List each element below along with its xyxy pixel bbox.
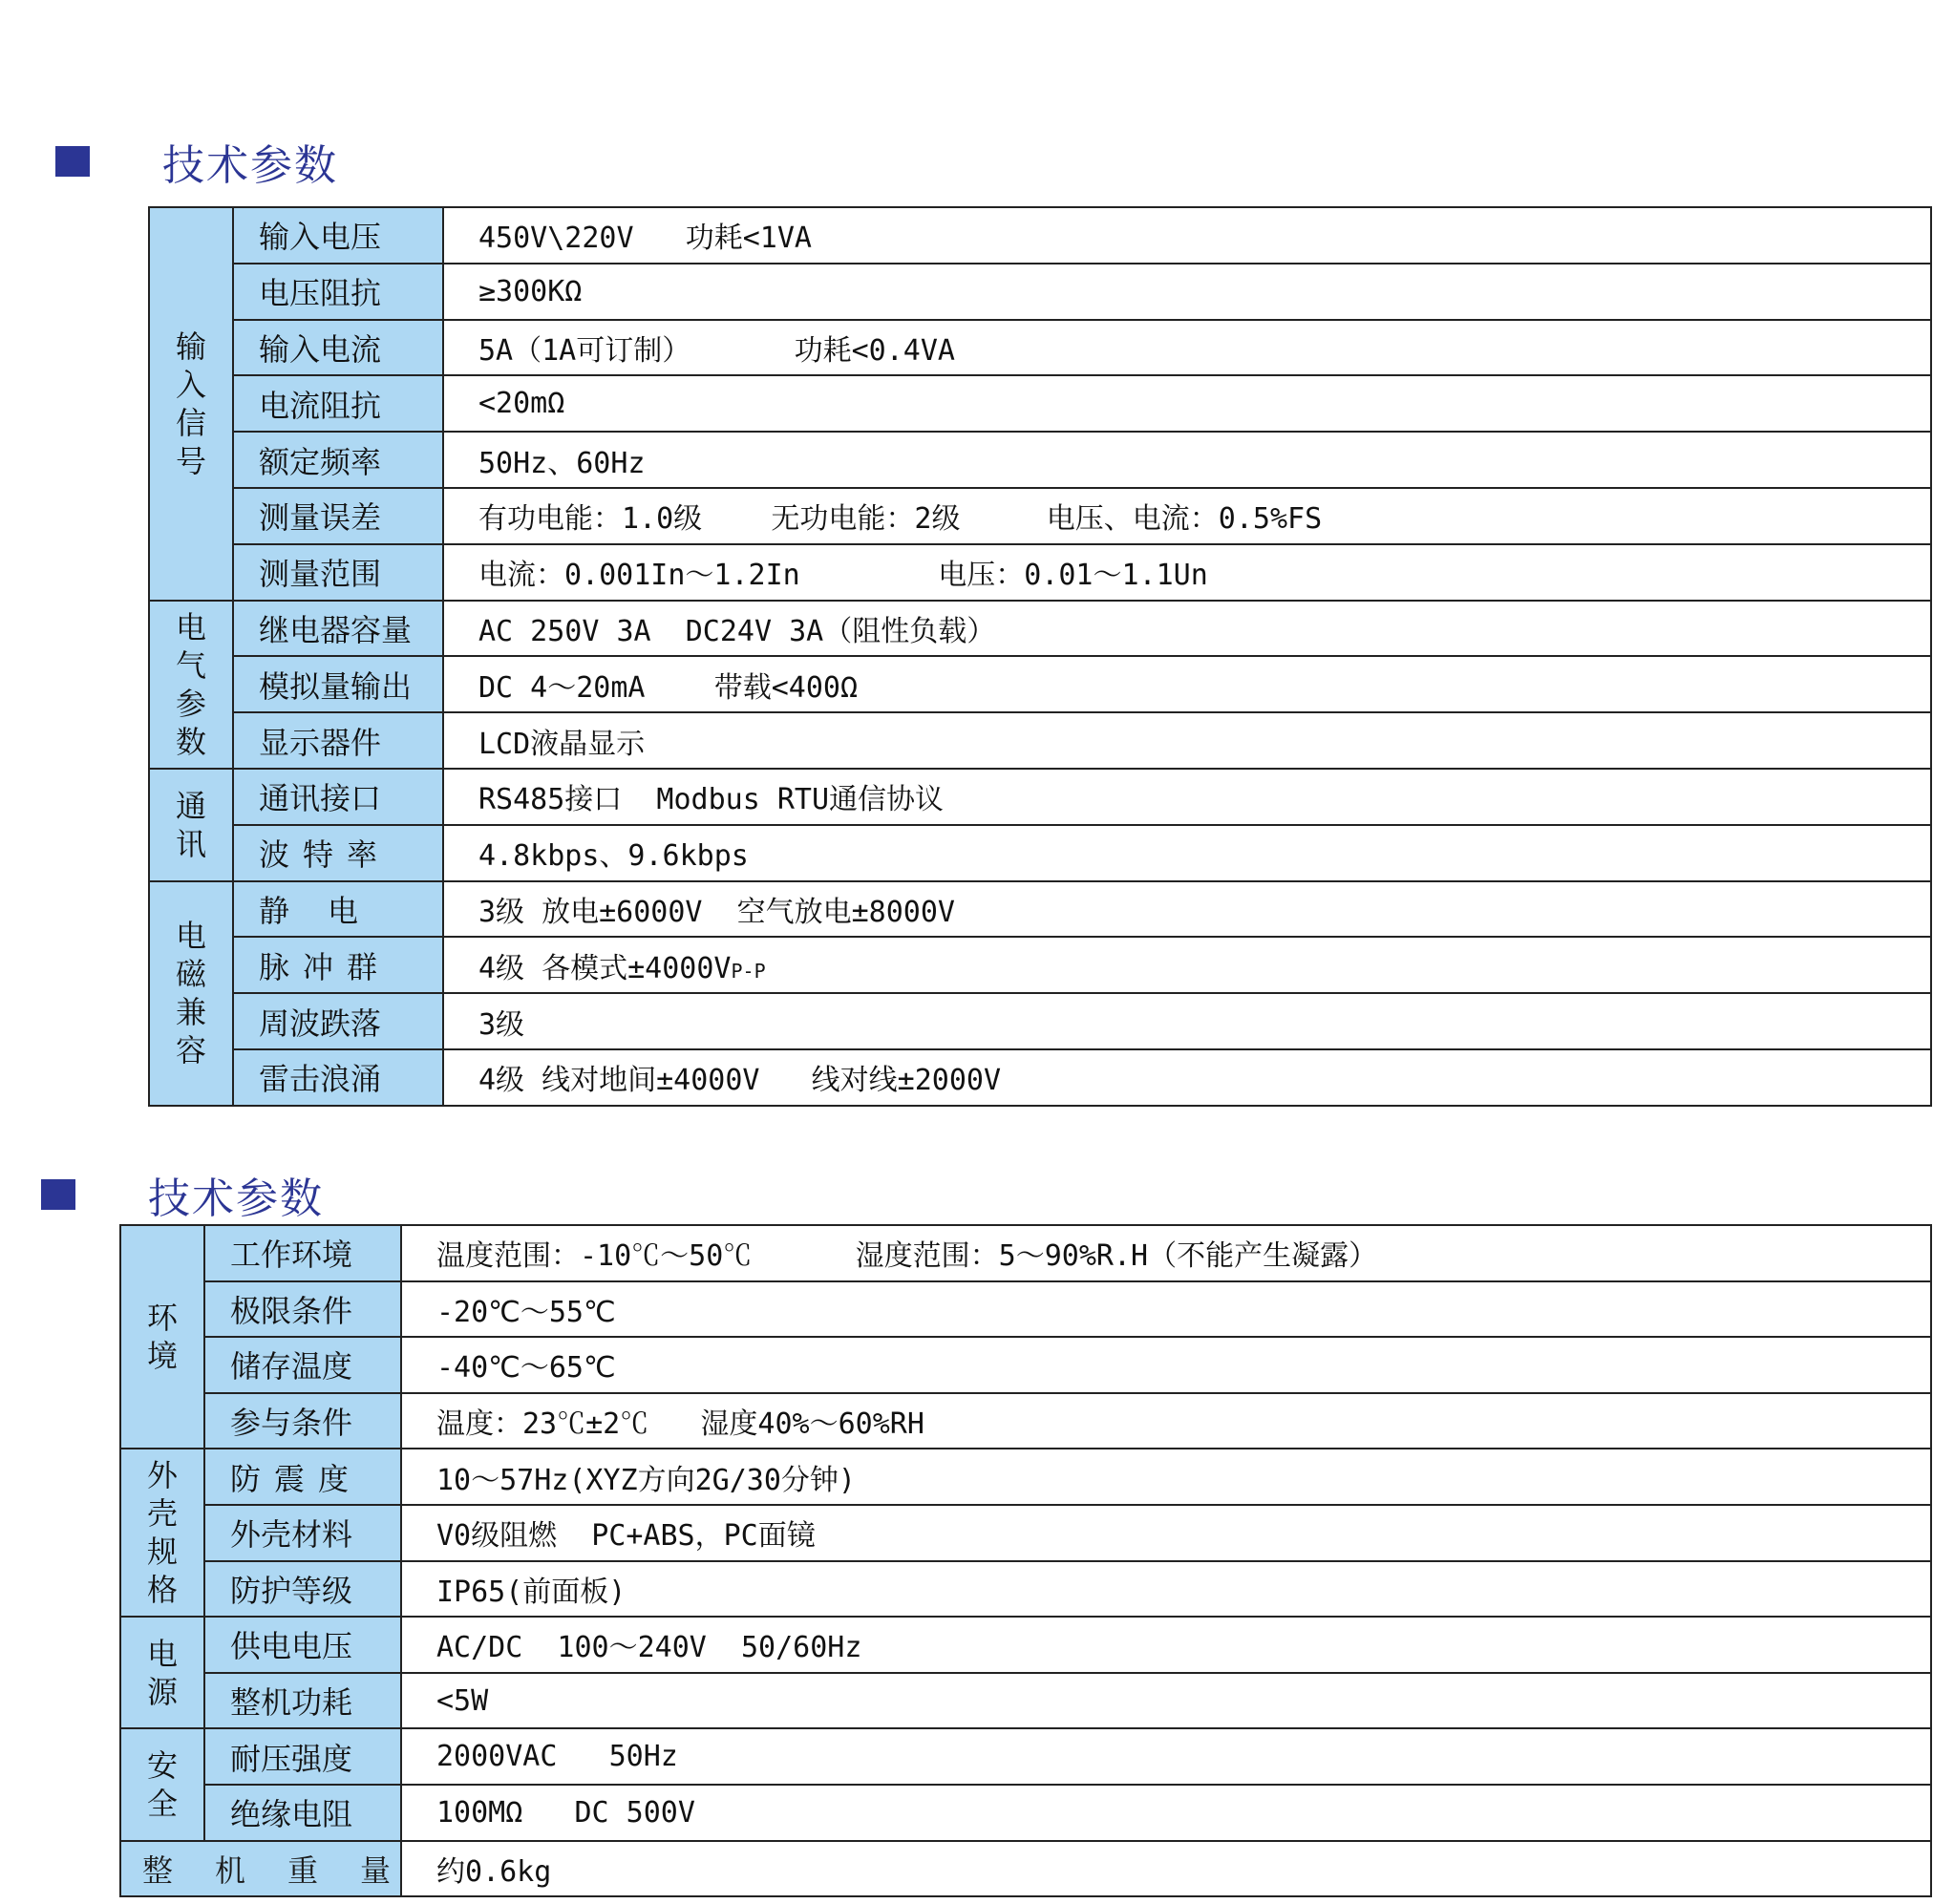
table-row xyxy=(120,1505,1931,1561)
row-label: 额定频率 xyxy=(233,432,443,488)
row-value: LCD液晶显示 xyxy=(443,712,1931,769)
row-value: 4.8kbps、9.6kbps xyxy=(443,825,1931,881)
group-cell-communication: 通讯 xyxy=(149,769,233,881)
spec-table-2 xyxy=(119,1224,1932,1897)
section-title-2 xyxy=(41,1164,324,1225)
row-value: 3级 放电±6000V 空气放电±8000V xyxy=(443,881,1931,938)
table-row xyxy=(149,320,1931,376)
row-value: AC/DC 100～240V 50/60Hz xyxy=(401,1617,1931,1673)
row-label: 储存温度 xyxy=(204,1337,401,1393)
table-row xyxy=(149,825,1931,881)
row-label: 防护等级 xyxy=(204,1561,401,1618)
row-label: 电流阻抗 xyxy=(233,375,443,432)
table-row xyxy=(149,488,1931,544)
group-cell-power: 电源 xyxy=(120,1617,204,1728)
row-value: <5W xyxy=(401,1673,1931,1729)
row-label: 测量误差 xyxy=(233,488,443,544)
table-row xyxy=(149,375,1931,432)
square-bullet-icon xyxy=(41,1179,75,1210)
row-value: 温度：23℃±2℃ 湿度40%～60%RH xyxy=(401,1393,1931,1449)
group-cell-electrical: 电气参数 xyxy=(149,601,233,769)
row-value: AC 250V 3A DC24V 3A（阻性负载） xyxy=(443,601,1931,657)
row-label: 输入电流 xyxy=(233,320,443,376)
group-cell-input-signal: 输入信号 xyxy=(149,207,233,601)
table-row xyxy=(120,1728,1931,1785)
value-subscript: P-P xyxy=(731,959,766,983)
row-label: 防震度 xyxy=(204,1449,401,1505)
row-value: V0级阻燃 PC+ABS，PC面镜 xyxy=(401,1505,1931,1561)
row-value: ≥300KΩ xyxy=(443,264,1931,320)
table-row xyxy=(149,712,1931,769)
table-row xyxy=(149,207,1931,264)
row-value: 450V\220V 功耗<1VA xyxy=(443,207,1931,264)
row-value: 4级 各模式±4000VP-P xyxy=(443,937,1931,993)
row-value: 100MΩ DC 500V xyxy=(401,1785,1931,1841)
row-label: 输入电压 xyxy=(233,207,443,264)
table-row xyxy=(149,881,1931,938)
table-row xyxy=(120,1673,1931,1729)
table-row xyxy=(120,1617,1931,1673)
weight-label: 整机重量 xyxy=(120,1841,401,1897)
section-title-1 xyxy=(55,131,338,192)
row-label: 通讯接口 xyxy=(233,769,443,825)
row-label: 继电器容量 xyxy=(233,601,443,657)
row-value: -20℃～55℃ xyxy=(401,1281,1931,1338)
row-label: 测量范围 xyxy=(233,544,443,601)
table-row xyxy=(149,656,1931,712)
table-row xyxy=(149,432,1931,488)
row-value: DC 4～20mA 带载<400Ω xyxy=(443,656,1931,712)
table-row xyxy=(120,1561,1931,1618)
table-row xyxy=(149,993,1931,1049)
row-label: 极限条件 xyxy=(204,1281,401,1338)
row-label: 静电 xyxy=(233,881,443,938)
square-bullet-icon xyxy=(55,146,90,177)
row-value: -40℃～65℃ xyxy=(401,1337,1931,1393)
table-row xyxy=(120,1337,1931,1393)
row-label: 脉冲群 xyxy=(233,937,443,993)
row-label: 雷击浪涌 xyxy=(233,1049,443,1106)
row-value: 10～57Hz(XYZ方向2G/30分钟) xyxy=(401,1449,1931,1505)
table-row xyxy=(149,601,1931,657)
row-label: 外壳材料 xyxy=(204,1505,401,1561)
table-row xyxy=(149,544,1931,601)
section-title-text: 技术参数 xyxy=(148,1174,324,1223)
section-title-text: 技术参数 xyxy=(162,141,338,190)
row-value: 有功电能：1.0级 无功电能：2级 电压、电流：0.5%FS xyxy=(443,488,1931,544)
group-cell-environment: 环境 xyxy=(120,1225,204,1449)
table-row xyxy=(120,1785,1931,1841)
weight-value: 约0.6kg xyxy=(401,1841,1931,1897)
table-row xyxy=(120,1841,1931,1897)
table-row xyxy=(120,1449,1931,1505)
group-cell-enclosure: 外壳规格 xyxy=(120,1449,204,1617)
table-row xyxy=(149,769,1931,825)
row-value: 3级 xyxy=(443,993,1931,1049)
spec-table-1 xyxy=(148,206,1932,1107)
row-value: IP65(前面板) xyxy=(401,1561,1931,1618)
row-value: 2000VAC 50Hz xyxy=(401,1728,1931,1785)
group-cell-emc: 电磁兼容 xyxy=(149,881,233,1106)
row-label: 耐压强度 xyxy=(204,1728,401,1785)
row-label: 工作环境 xyxy=(204,1225,401,1281)
row-label: 绝缘电阻 xyxy=(204,1785,401,1841)
table-row xyxy=(120,1225,1931,1281)
row-value: RS485接口 Modbus RTU通信协议 xyxy=(443,769,1931,825)
row-label: 参与条件 xyxy=(204,1393,401,1449)
row-value: 电流：0.001In～1.2In 电压：0.01～1.1Un xyxy=(443,544,1931,601)
row-label: 周波跌落 xyxy=(233,993,443,1049)
row-label: 模拟量输出 xyxy=(233,656,443,712)
row-label: 电压阻抗 xyxy=(233,264,443,320)
group-cell-safety: 安全 xyxy=(120,1728,204,1840)
table-row xyxy=(120,1281,1931,1338)
row-label: 整机功耗 xyxy=(204,1673,401,1729)
row-label: 波特率 xyxy=(233,825,443,881)
row-value: 50Hz、60Hz xyxy=(443,432,1931,488)
row-value: 4级 线对地间±4000V 线对线±2000V xyxy=(443,1049,1931,1106)
table-row xyxy=(149,264,1931,320)
row-label: 显示器件 xyxy=(233,712,443,769)
row-value: <20mΩ xyxy=(443,375,1931,432)
row-label: 供电电压 xyxy=(204,1617,401,1673)
table-row xyxy=(149,937,1931,993)
table-row xyxy=(149,1049,1931,1106)
row-value: 温度范围：-10℃～50℃ 湿度范围：5～90%R.H（不能产生凝露） xyxy=(401,1225,1931,1281)
row-value: 5A（1A可订制） 功耗<0.4VA xyxy=(443,320,1931,376)
table-row xyxy=(120,1393,1931,1449)
